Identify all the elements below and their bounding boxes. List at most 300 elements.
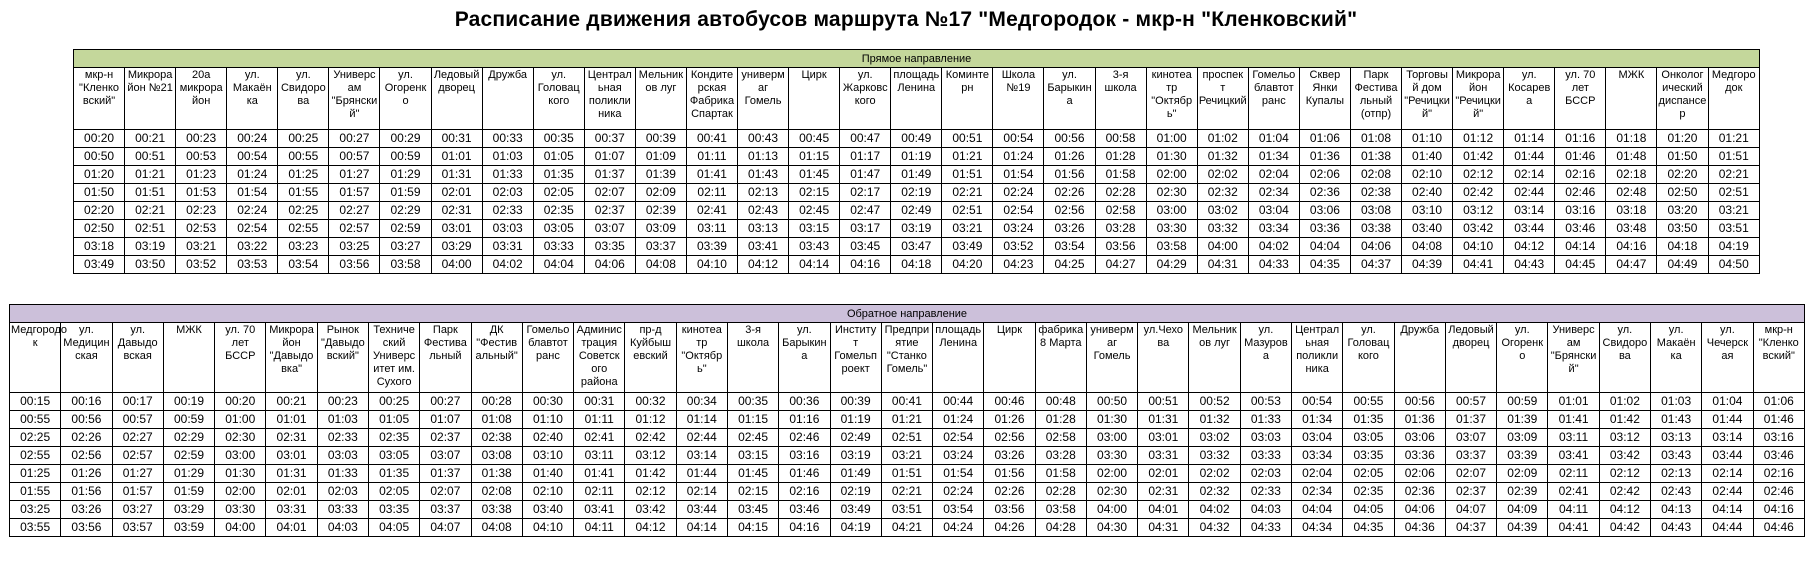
departure-time: 02:05: [368, 483, 419, 501]
departure-time: 00:21: [266, 393, 317, 411]
stop-name: ул. Огоренк о: [1497, 323, 1548, 393]
departure-time: 03:54: [933, 501, 984, 519]
departure-time: 03:49: [74, 256, 125, 274]
departure-time: 04:06: [1394, 501, 1445, 519]
departure-time: 01:49: [891, 166, 942, 184]
departure-time: 00:41: [881, 393, 932, 411]
departure-time: 00:16: [61, 393, 112, 411]
stop-name: ул. Свидорo ва: [1599, 323, 1650, 393]
departure-time: 01:02: [1599, 393, 1650, 411]
trip-row: [74, 238, 1760, 256]
departure-time: 02:33: [1240, 483, 1291, 501]
departure-time: 04:11: [1548, 501, 1599, 519]
departure-time: 04:11: [574, 519, 625, 537]
departure-time: 01:37: [420, 465, 471, 483]
departure-time: 03:15: [789, 220, 840, 238]
departure-time: 03:45: [840, 238, 891, 256]
departure-time: 02:13: [1651, 465, 1702, 483]
departure-time: 01:07: [420, 411, 471, 429]
departure-time: 04:04: [1292, 501, 1343, 519]
departure-time: 02:10: [522, 483, 573, 501]
departure-time: 02:26: [1044, 184, 1095, 202]
departure-time: 04:01: [1138, 501, 1189, 519]
departure-time: 02:57: [112, 447, 163, 465]
departure-time: 04:07: [420, 519, 471, 537]
departure-time: 00:36: [779, 393, 830, 411]
departure-time: 03:03: [1240, 429, 1291, 447]
departure-time: 02:45: [727, 429, 778, 447]
departure-time: 00:56: [1394, 393, 1445, 411]
stop-name: ул. Головац кого: [533, 68, 584, 130]
departure-time: 03:38: [1350, 220, 1401, 238]
departure-time: 02:19: [891, 184, 942, 202]
departure-time: 02:35: [533, 202, 584, 220]
departure-time: 01:50: [74, 184, 125, 202]
departure-time: 01:30: [1146, 148, 1197, 166]
departure-time: 00:39: [635, 130, 686, 148]
stop-name: Ледовый дворец: [431, 68, 482, 130]
departure-time: 03:28: [1035, 447, 1086, 465]
departure-time: 04:34: [1292, 519, 1343, 537]
departure-time: 04:25: [1044, 256, 1095, 274]
departure-time: 03:07: [420, 447, 471, 465]
departure-time: 01:57: [112, 483, 163, 501]
departure-time: 00:55: [10, 411, 61, 429]
departure-time: 03:05: [1343, 429, 1394, 447]
departure-time: 01:20: [1657, 130, 1708, 148]
departure-time: 00:54: [1292, 393, 1343, 411]
departure-time: 03:04: [1292, 429, 1343, 447]
departure-time: 03:24: [993, 220, 1044, 238]
stop-name: Микрора йон "Речицки й": [1453, 68, 1504, 130]
departure-time: 01:51: [881, 465, 932, 483]
departure-time: 03:06: [1394, 429, 1445, 447]
departure-time: 01:36: [1394, 411, 1445, 429]
departure-time: 00:50: [1086, 393, 1137, 411]
departure-time: 03:14: [1702, 429, 1753, 447]
departure-time: 02:08: [471, 483, 522, 501]
departure-time: 03:55: [10, 519, 61, 537]
stop-name: Универс ам "Брянски й": [1548, 323, 1599, 393]
departure-time: 00:51: [125, 148, 176, 166]
departure-time: 00:37: [584, 130, 635, 148]
departure-time: 03:39: [1497, 447, 1548, 465]
departure-time: 01:27: [112, 465, 163, 483]
departure-time: 03:01: [1138, 429, 1189, 447]
departure-time: 04:49: [1657, 256, 1708, 274]
stop-name: Централ ьная поликли ника: [1292, 323, 1343, 393]
departure-time: 04:16: [1753, 501, 1804, 519]
departure-time: 04:10: [522, 519, 573, 537]
departure-time: 02:34: [1292, 483, 1343, 501]
stop-name: Парк Фестива льный: [420, 323, 471, 393]
departure-time: 03:00: [215, 447, 266, 465]
stop-name: ул. Огоренк о: [380, 68, 431, 130]
stop-name: ул. 70 лет БССР: [1555, 68, 1606, 130]
departure-time: 01:42: [625, 465, 676, 483]
departure-time: 03:31: [1138, 447, 1189, 465]
departure-time: 03:28: [1095, 220, 1146, 238]
departure-time: 02:07: [1445, 465, 1496, 483]
trip-row: [74, 202, 1760, 220]
departure-time: 04:41: [1548, 519, 1599, 537]
departure-time: 02:01: [431, 184, 482, 202]
departure-time: 03:35: [368, 501, 419, 519]
departure-time: 00:29: [380, 130, 431, 148]
departure-time: 04:43: [1651, 519, 1702, 537]
departure-time: 04:18: [891, 256, 942, 274]
departure-time: 01:28: [1095, 148, 1146, 166]
stop-name: пр-д Куйбыш евский: [625, 323, 676, 393]
stop-name: кинотеа тр "Октябр ь": [676, 323, 727, 393]
departure-time: 03:13: [1651, 429, 1702, 447]
stop-name: Мельник ов луг: [635, 68, 686, 130]
departure-time: 04:02: [482, 256, 533, 274]
departure-time: 01:32: [1197, 148, 1248, 166]
departure-time: 02:28: [1095, 184, 1146, 202]
departure-time: 01:19: [830, 411, 881, 429]
departure-time: 00:50: [74, 148, 125, 166]
departure-time: 03:40: [522, 501, 573, 519]
departure-time: 02:34: [1248, 184, 1299, 202]
departure-time: 01:01: [1548, 393, 1599, 411]
departure-time: 04:41: [1453, 256, 1504, 274]
departure-time: 01:30: [1086, 411, 1137, 429]
departure-time: 01:24: [993, 148, 1044, 166]
departure-time: 02:49: [891, 202, 942, 220]
departure-time: 01:19: [891, 148, 942, 166]
departure-time: 03:47: [891, 238, 942, 256]
departure-time: 04:00: [431, 256, 482, 274]
departure-time: 04:26: [984, 519, 1035, 537]
departure-time: 02:00: [1146, 166, 1197, 184]
departure-time: 03:05: [368, 447, 419, 465]
departure-time: 03:12: [1599, 429, 1650, 447]
departure-time: 03:12: [625, 447, 676, 465]
departure-time: 04:18: [1657, 238, 1708, 256]
trip-row: [10, 447, 1805, 465]
stop-name: Парк Фестива льный (отпр): [1350, 68, 1401, 130]
departure-time: 01:34: [1248, 148, 1299, 166]
departure-time: 04:04: [1299, 238, 1350, 256]
departure-time: 04:28: [1035, 519, 1086, 537]
departure-time: 03:58: [1035, 501, 1086, 519]
stop-name: универм аг Гомель: [1086, 323, 1137, 393]
departure-time: 00:52: [1189, 393, 1240, 411]
departure-time: 04:33: [1248, 256, 1299, 274]
trip-row: [10, 465, 1805, 483]
departure-time: 03:30: [1086, 447, 1137, 465]
departure-time: 03:25: [329, 238, 380, 256]
departure-time: 00:45: [789, 130, 840, 148]
departure-time: 01:39: [635, 166, 686, 184]
stop-name: 3-я школа: [1095, 68, 1146, 130]
departure-time: 02:40: [522, 429, 573, 447]
departure-time: 02:44: [1702, 483, 1753, 501]
departure-time: 02:06: [1299, 166, 1350, 184]
stop-name: универм аг Гомель: [738, 68, 789, 130]
departure-time: 02:26: [61, 429, 112, 447]
stop-name: ул. Чечерск ая: [1702, 323, 1753, 393]
departure-time: 01:31: [266, 465, 317, 483]
departure-time: 04:06: [584, 256, 635, 274]
stop-name: площадь Ленина: [891, 68, 942, 130]
departure-time: 02:27: [112, 429, 163, 447]
departure-time: 03:37: [420, 501, 471, 519]
stop-name: Онколог ический диспансе р: [1657, 68, 1708, 130]
departure-time: 01:26: [984, 411, 1035, 429]
stop-header-row: [74, 68, 1760, 130]
departure-time: 01:59: [163, 483, 214, 501]
departure-time: 02:25: [10, 429, 61, 447]
departure-time: 01:21: [881, 411, 932, 429]
departure-time: 03:33: [533, 238, 584, 256]
departure-time: 02:43: [1651, 483, 1702, 501]
departure-time: 02:20: [74, 202, 125, 220]
departure-time: 04:08: [635, 256, 686, 274]
departure-time: 02:31: [266, 429, 317, 447]
departure-time: 02:32: [1197, 184, 1248, 202]
departure-time: 00:58: [1095, 130, 1146, 148]
departure-time: 04:50: [1708, 256, 1760, 274]
departure-time: 01:06: [1299, 130, 1350, 148]
departure-time: 01:13: [738, 148, 789, 166]
departure-time: 02:13: [738, 184, 789, 202]
departure-time: 04:03: [317, 519, 368, 537]
departure-time: 04:10: [686, 256, 737, 274]
departure-time: 00:32: [625, 393, 676, 411]
departure-time: 01:51: [125, 184, 176, 202]
stop-name: Цирк: [789, 68, 840, 130]
departure-time: 03:33: [317, 501, 368, 519]
departure-time: 03:00: [1086, 429, 1137, 447]
departure-time: 02:55: [278, 220, 329, 238]
departure-time: 03:32: [1189, 447, 1240, 465]
departure-time: 01:03: [317, 411, 368, 429]
departure-time: 02:29: [163, 429, 214, 447]
departure-time: 00:59: [163, 411, 214, 429]
departure-time: 03:26: [61, 501, 112, 519]
departure-time: 03:19: [891, 220, 942, 238]
departure-time: 01:56: [61, 483, 112, 501]
departure-time: 02:31: [431, 202, 482, 220]
departure-time: 01:51: [942, 166, 993, 184]
departure-time: 02:03: [317, 483, 368, 501]
departure-time: 03:21: [1708, 202, 1760, 220]
departure-time: 01:45: [727, 465, 778, 483]
departure-time: 02:29: [380, 202, 431, 220]
trip-row: [10, 429, 1805, 447]
departure-time: 01:41: [686, 166, 737, 184]
departure-time: 02:54: [993, 202, 1044, 220]
departure-time: 02:47: [840, 202, 891, 220]
departure-time: 01:39: [1497, 411, 1548, 429]
departure-time: 02:18: [1606, 166, 1657, 184]
departure-time: 03:22: [227, 238, 278, 256]
departure-time: 01:33: [482, 166, 533, 184]
stop-name: Ледовый дворец: [1445, 323, 1496, 393]
departure-time: 01:18: [1606, 130, 1657, 148]
trip-row: [10, 483, 1805, 501]
departure-time: 04:00: [1197, 238, 1248, 256]
stop-name: Гомельо блавтот ранс: [1248, 68, 1299, 130]
departure-time: 02:12: [1599, 465, 1650, 483]
stop-name: Микрора йон "Давыдо вка": [266, 323, 317, 393]
departure-time: 01:29: [163, 465, 214, 483]
departure-time: 04:16: [779, 519, 830, 537]
departure-time: 01:37: [1445, 411, 1496, 429]
page-title: Расписание движения автобусов маршрута №17 "Медгородок - мкр-н "Кленковский": [454, 8, 1358, 31]
departure-time: 03:46: [779, 501, 830, 519]
departure-time: 03:41: [738, 238, 789, 256]
departure-time: 03:09: [1497, 429, 1548, 447]
departure-time: 03:44: [1702, 447, 1753, 465]
departure-time: 03:17: [840, 220, 891, 238]
departure-time: 03:42: [625, 501, 676, 519]
departure-time: 04:35: [1343, 519, 1394, 537]
departure-time: 03:21: [881, 447, 932, 465]
stop-name: ул. Барыкин а: [1044, 68, 1095, 130]
departure-time: 03:31: [266, 501, 317, 519]
departure-time: 02:42: [1599, 483, 1650, 501]
stop-name: Кондите рская Фабрика Спартак: [686, 68, 737, 130]
departure-time: 02:05: [1343, 465, 1394, 483]
departure-time: 04:15: [727, 519, 778, 537]
departure-time: 03:18: [74, 238, 125, 256]
departure-time: 02:24: [993, 184, 1044, 202]
stop-name: площадь Ленина: [933, 323, 984, 393]
departure-time: 04:16: [840, 256, 891, 274]
stop-name: ул. Косарев а: [1504, 68, 1555, 130]
departure-time: 03:40: [1402, 220, 1453, 238]
departure-time: 00:31: [431, 130, 482, 148]
departure-time: 01:46: [1555, 148, 1606, 166]
departure-time: 02:21: [942, 184, 993, 202]
departure-time: 03:21: [942, 220, 993, 238]
departure-time: 04:12: [1599, 501, 1650, 519]
departure-time: 03:16: [779, 447, 830, 465]
departure-time: 03:57: [112, 519, 163, 537]
departure-time: 03:11: [574, 447, 625, 465]
departure-time: 02:41: [686, 202, 737, 220]
departure-time: 01:49: [830, 465, 881, 483]
departure-time: 02:40: [1402, 184, 1453, 202]
departure-time: 00:55: [1343, 393, 1394, 411]
departure-time: 04:35: [1299, 256, 1350, 274]
departure-time: 01:42: [1453, 148, 1504, 166]
departure-time: 02:33: [317, 429, 368, 447]
departure-time: 03:01: [266, 447, 317, 465]
departure-time: 01:05: [368, 411, 419, 429]
stop-name: фабрика 8 Марта: [1035, 323, 1086, 393]
stop-name: Рынок "Давыдо вский": [317, 323, 368, 393]
departure-time: 01:24: [227, 166, 278, 184]
stop-name: ул. Свидорo ва: [278, 68, 329, 130]
departure-time: 01:45: [789, 166, 840, 184]
departure-time: 03:43: [1651, 447, 1702, 465]
departure-time: 00:41: [686, 130, 737, 148]
backward-direction-header: Обратное направление: [10, 305, 1805, 323]
departure-time: 03:53: [227, 256, 278, 274]
departure-time: 00:21: [125, 130, 176, 148]
departure-time: 03:11: [686, 220, 737, 238]
departure-time: 03:13: [738, 220, 789, 238]
stop-name: проспек т Речицкий: [1197, 68, 1248, 130]
departure-time: 01:44: [1702, 411, 1753, 429]
departure-time: 03:42: [1599, 447, 1650, 465]
departure-time: 03:24: [933, 447, 984, 465]
departure-time: 02:25: [278, 202, 329, 220]
departure-time: 03:42: [1453, 220, 1504, 238]
departure-time: 00:34: [676, 393, 727, 411]
departure-time: 02:46: [1753, 483, 1804, 501]
departure-time: 03:06: [1299, 202, 1350, 220]
departure-time: 03:11: [1548, 429, 1599, 447]
departure-time: 01:58: [1095, 166, 1146, 184]
departure-time: 01:57: [329, 184, 380, 202]
departure-time: 03:04: [1248, 202, 1299, 220]
departure-time: 00:20: [74, 130, 125, 148]
departure-time: 02:07: [420, 483, 471, 501]
trip-row: [74, 148, 1760, 166]
departure-time: 03:27: [112, 501, 163, 519]
departure-time: 02:07: [584, 184, 635, 202]
departure-time: 01:17: [840, 148, 891, 166]
stop-name: Централ ьная поликли ника: [584, 68, 635, 130]
departure-time: 00:35: [727, 393, 778, 411]
departure-time: 02:38: [1350, 184, 1401, 202]
departure-time: 04:03: [1240, 501, 1291, 519]
departure-time: 01:56: [984, 465, 1035, 483]
departure-time: 03:26: [984, 447, 1035, 465]
departure-time: 02:45: [789, 202, 840, 220]
departure-time: 01:54: [227, 184, 278, 202]
departure-time: 01:03: [1651, 393, 1702, 411]
departure-time: 00:23: [317, 393, 368, 411]
departure-time: 01:14: [676, 411, 727, 429]
departure-time: 03:12: [1453, 202, 1504, 220]
departure-time: 00:54: [993, 130, 1044, 148]
departure-time: 03:27: [380, 238, 431, 256]
departure-time: 03:54: [278, 256, 329, 274]
departure-time: 01:33: [317, 465, 368, 483]
departure-time: 02:16: [1753, 465, 1804, 483]
departure-time: 01:34: [1292, 411, 1343, 429]
departure-time: 01:24: [933, 411, 984, 429]
departure-time: 01:07: [584, 148, 635, 166]
departure-time: 04:44: [1702, 519, 1753, 537]
departure-time: 04:39: [1497, 519, 1548, 537]
departure-time: 01:26: [61, 465, 112, 483]
departure-time: 01:36: [1299, 148, 1350, 166]
stop-name: Сквер Янки Купалы: [1299, 68, 1350, 130]
stop-name: ул. Медицин ская: [61, 323, 112, 393]
departure-time: 02:26: [984, 483, 1035, 501]
departure-time: 01:12: [1453, 130, 1504, 148]
departure-time: 00:19: [163, 393, 214, 411]
departure-time: 02:39: [635, 202, 686, 220]
departure-time: 01:00: [215, 411, 266, 429]
departure-time: 03:56: [329, 256, 380, 274]
departure-time: 00:59: [380, 148, 431, 166]
departure-time: 02:14: [1504, 166, 1555, 184]
departure-time: 01:51: [1708, 148, 1760, 166]
stop-name: ул. Давыдо вская: [112, 323, 163, 393]
departure-time: 01:41: [1548, 411, 1599, 429]
departure-time: 01:01: [431, 148, 482, 166]
departure-time: 00:35: [533, 130, 584, 148]
departure-time: 01:30: [215, 465, 266, 483]
